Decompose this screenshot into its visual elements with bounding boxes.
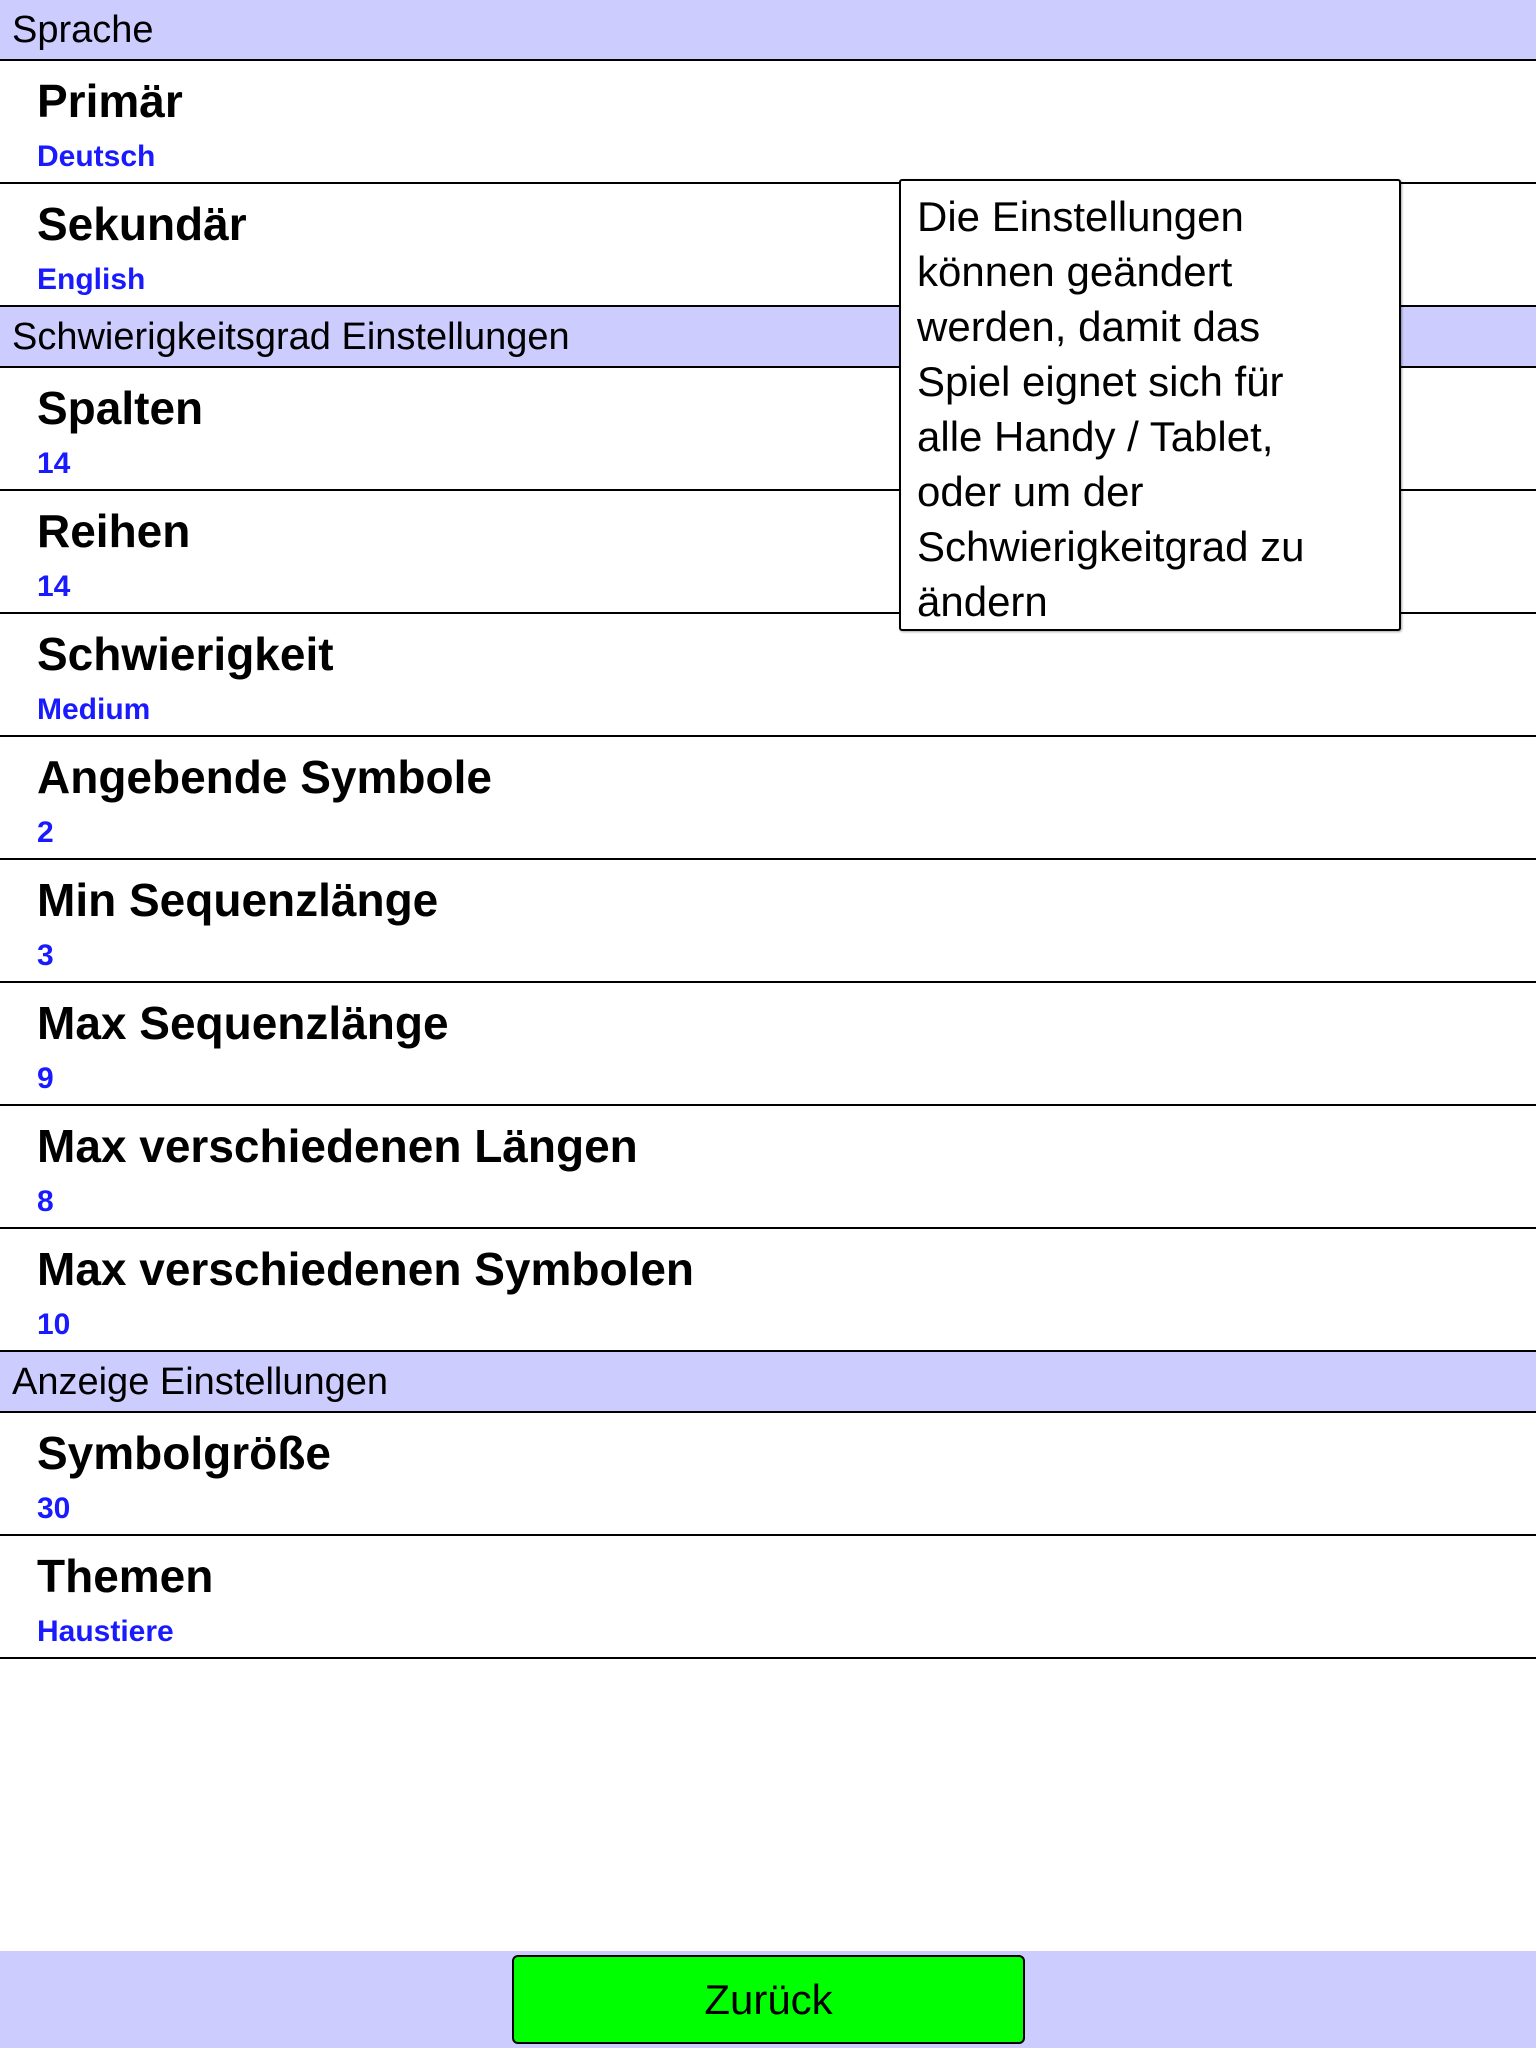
footer-bar <box>0 1951 1536 2048</box>
pref-title: Primär <box>37 75 183 127</box>
pref-theme[interactable] <box>0 1536 1536 1659</box>
tooltip-text-line: Schwierigkeitgrad zu <box>917 523 1305 570</box>
pref-max-different-symbols[interactable] <box>0 1229 1536 1352</box>
pref-max-different-lengths[interactable] <box>0 1106 1536 1229</box>
section-header-difficulty: Schwierigkeitsgrad Einstellungen <box>0 307 1536 368</box>
pref-value: Medium <box>37 693 151 726</box>
pref-max-sequence-length[interactable] <box>0 983 1536 1106</box>
tooltip-text-line: werden, damit das <box>917 303 1261 350</box>
tooltip-text-line: können geändert <box>917 248 1233 295</box>
pref-value: 3 <box>37 939 54 972</box>
pref-value: 9 <box>37 1062 54 1095</box>
pref-title: Symbolgröße <box>37 1427 331 1479</box>
pref-value: Haustiere <box>37 1615 174 1648</box>
pref-value: 2 <box>37 816 54 849</box>
pref-title: Spalten <box>37 382 204 434</box>
tooltip-text-line: oder um der <box>917 468 1144 515</box>
pref-value: English <box>37 263 146 296</box>
tooltip-text-line: Die Einstellungen <box>917 193 1244 240</box>
pref-value: Deutsch <box>37 140 156 173</box>
pref-difficulty[interactable] <box>0 614 1536 737</box>
pref-title: Reihen <box>37 505 191 557</box>
pref-value: 14 <box>37 447 71 480</box>
pref-value: 10 <box>37 1308 71 1341</box>
tooltip-text-line: Spiel eignet sich für <box>917 358 1284 405</box>
pref-given-symbols[interactable] <box>0 737 1536 860</box>
pref-title: Min Sequenzlänge <box>37 874 439 926</box>
pref-title: Angebende Symbole <box>37 751 492 803</box>
pref-value: 14 <box>37 570 71 603</box>
tooltip-text-line: alle Handy / Tablet, <box>917 413 1274 460</box>
pref-symbol-size[interactable] <box>0 1413 1536 1536</box>
pref-primary-language[interactable] <box>0 61 1536 184</box>
pref-value: 8 <box>37 1185 54 1218</box>
info-tooltip <box>899 179 1401 631</box>
pref-title: Schwierigkeit <box>37 628 334 680</box>
pref-title: Max verschiedenen Symbolen <box>37 1243 695 1295</box>
pref-value: 30 <box>37 1492 71 1525</box>
pref-min-sequence-length[interactable] <box>0 860 1536 983</box>
pref-title: Max verschiedenen Längen <box>37 1120 638 1172</box>
back-button[interactable]: Zurück <box>512 1955 1025 2044</box>
pref-title: Sekundär <box>37 198 247 250</box>
section-header-language: Sprache <box>0 0 1536 61</box>
pref-title: Themen <box>37 1550 214 1602</box>
pref-title: Max Sequenzlänge <box>37 997 449 1049</box>
tooltip-text-line: ändern <box>917 578 1048 625</box>
section-header-display: Anzeige Einstellungen <box>0 1352 1536 1413</box>
